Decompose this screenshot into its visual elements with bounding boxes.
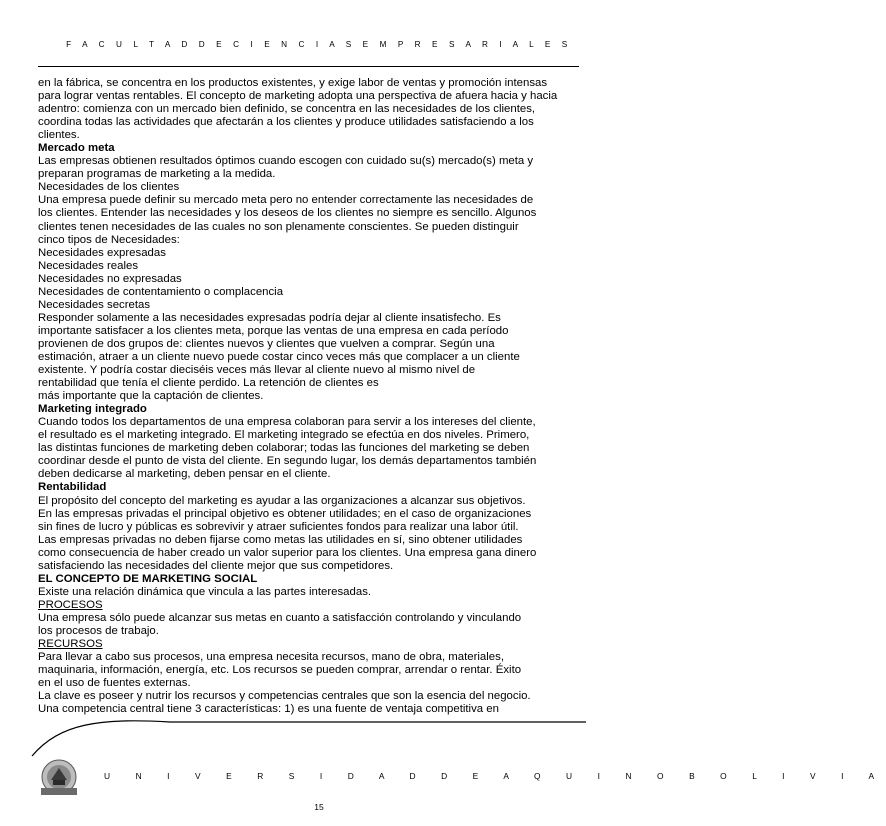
text-line: en la fábrica, se concentra en los productos existentes, y exige labor de ventas y promoción intensas: [38, 77, 548, 89]
text-line: coordina todas las actividades que afectarán a los clientes y produce utilidades satisfaciendo a los: [38, 116, 534, 129]
text-line: clientes.: [38, 129, 80, 142]
text-line: Existe una relación dinámica que vincula a las partes interesadas.: [38, 585, 372, 598]
text-line: clientes tenen necesidades de las cuales no son plenamente conscientes. Se pueden distinguir: [38, 220, 519, 233]
header-divider: [38, 66, 579, 67]
text-line: estimación, atraer a un cliente nuevo puede costar cinco veces más que complacer a un cliente: [38, 350, 520, 363]
text-line: el resultado es el marketing integrado. El marketing integrado se efectúa en dos niveles. Primero,: [38, 429, 530, 442]
text-line: en el uso de fuentes externas.: [38, 677, 191, 690]
text-line: Necesidades de contentamiento o complacencia: [38, 285, 284, 298]
text-line: El propósito del concepto del marketing es ayudar a las organizaciones a alcanzar sus objetivos.: [38, 494, 526, 507]
page-number: 15: [314, 802, 324, 812]
text-line: existente. Y podría costar dieciséis veces más llevar al cliente nuevo al mismo nivel de: [38, 364, 476, 377]
university-seal-icon: [38, 756, 80, 798]
subsection-heading: [38, 638, 583, 651]
text-line: importante satisfacer a los clientes meta, porque las ventas de una empresa en cada período: [38, 324, 509, 337]
subsection-heading-label: RECURSOS: [38, 638, 103, 651]
text-line: Para llevar a cabo sus procesos, una empresa necesita recursos, mano de obra, materiales,: [38, 651, 504, 664]
text-line: para lograr ventas rentables. El concepto de marketing adopta una perspectiva de afuera hacia y hacia: [38, 90, 558, 103]
text-line: los clientes. Entender las necesidades y los deseos de los clientes no siempre es sencillo. Algunos: [38, 207, 537, 220]
text-line: satisfaciendo las necesidades del cliente mejor que sus competidores.: [38, 559, 394, 572]
text-line: maquinaria, información, energía, etc. Los recursos se pueden comprar, arrendar o rentar. Éxito: [38, 664, 522, 677]
text-line: Las empresas obtienen resultados óptimos cuando escogen con cuidado su(s) mercado(s) meta y: [38, 155, 534, 168]
section-heading: Marketing integrado: [38, 403, 147, 416]
text-line: deben dedicarse al marketing, deben pensar en el cliente.: [38, 468, 331, 481]
text-line: Necesidades no expresadas: [38, 272, 182, 285]
text-line: En las empresas privadas el principal objetivo es obtener utilidades; en el caso de organizaciones: [38, 507, 532, 520]
text-line: adentro: comienza con un mercado bien definido, se concentra en las necesidades de los clientes,: [38, 103, 536, 116]
text-line: más importante que la captación de clientes.: [38, 390, 264, 403]
subsection-heading-label: PROCESOS: [38, 598, 103, 611]
text-line: Responder solamente a las necesidades expresadas podría dejar al cliente insatisfecho. Es: [38, 311, 501, 324]
page-body: [38, 77, 583, 716]
text-line: La clave es poseer y nutrir los recursos y competencias centrales que son la esencia del negocio.: [38, 690, 531, 703]
text-line: sin fines de lucro y públicas es sobrevivir y atraer suficientes fondos para realizar una labor útil.: [38, 520, 519, 533]
text-line: Necesidades expresadas: [38, 246, 166, 259]
text-line: Una empresa sólo puede alcanzar sus metas en cuanto a satisfacción controlando y vinculando: [38, 611, 522, 624]
text-line: Una competencia central tiene 3 características: 1) es una fuente de ventaja competitiva en: [38, 703, 499, 716]
text-line: Una empresa puede definir su mercado meta pero no entender correctamente las necesidades de: [38, 194, 534, 207]
section-heading: EL CONCEPTO DE MARKETING SOCIAL: [38, 572, 258, 585]
text-line: provienen de dos grupos de: clientes nuevos y clientes que vuelven a comprar. Según una: [38, 337, 495, 350]
section-heading: Rentabilidad: [38, 481, 107, 494]
footer-arc-divider: [30, 718, 590, 758]
text-line: Necesidades reales: [38, 259, 139, 272]
text-line: cinco tipos de Necesidades:: [38, 233, 180, 246]
text-line: coordinar desde el punto de vista del cliente. En segundo lugar, los demás departamentos también: [38, 455, 537, 468]
text-line: las distintas funciones de marketing deben colaborar; todas las funciones del marketing se deben: [38, 442, 530, 455]
text-line: preparan programas de marketing a la medida.: [38, 168, 276, 181]
text-line: rentabilidad que tenía el cliente perdido. La retención de clientes es: [38, 377, 379, 390]
subsection-heading: [38, 599, 583, 612]
text-line: los procesos de trabajo.: [38, 624, 159, 637]
section-heading: Mercado meta: [38, 142, 115, 155]
text-line: Necesidades de los clientes: [38, 181, 180, 194]
faculty-header: F A C U L T A D D E C I E N C I A S E M P R E S A R I A L E S: [66, 40, 572, 49]
text-line: Cuando todos los departamentos de una empresa colaboran para servir a los intereses del cliente,: [38, 416, 536, 429]
university-footer: U N I V E R S I D A D D E A Q U I N O B O L I V I A: [104, 771, 886, 781]
text-line: Necesidades secretas: [38, 298, 151, 311]
text-line: Las empresas privadas no deben fijarse como metas las utilidades en sí, sino obtener utilidades: [38, 533, 523, 546]
text-line: como consecuencia de haber creado un valor superior para los clientes. Una empresa gana dinero: [38, 546, 537, 559]
